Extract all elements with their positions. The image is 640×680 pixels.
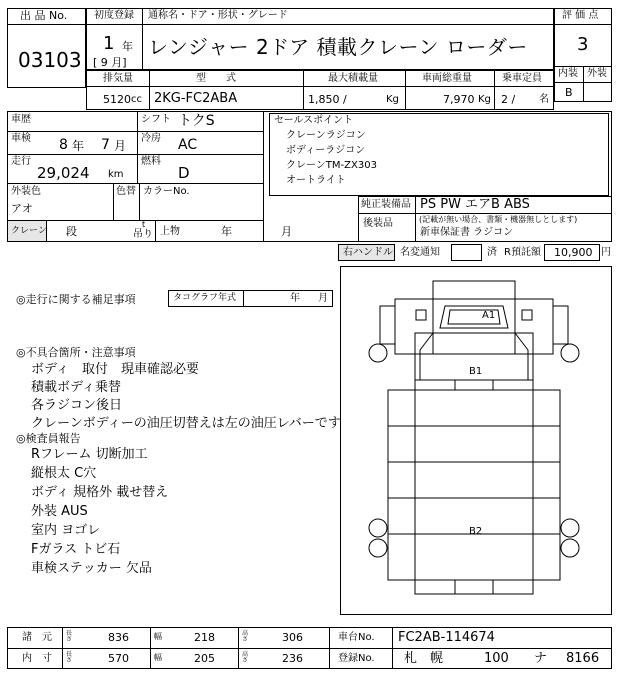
model-code-label: 型 式 <box>196 73 236 84</box>
cab-left-panel <box>395 299 433 354</box>
top-label: 上物 <box>160 226 180 237</box>
model-name: レンジャー 2ドア 積載クレーン ローダー <box>148 35 528 59</box>
score-value: 3 <box>577 34 589 55</box>
color-no-label: カラーNo. <box>143 186 190 197</box>
defect-item: クレーンボディーの油圧切替えは左の油圧レバーです <box>31 416 341 431</box>
inspector-title: ◎検査員報告 <box>16 432 81 445</box>
inner-length-label: 長さ <box>66 651 73 665</box>
displacement-unit: cc <box>131 94 142 105</box>
outer-length: 836 <box>108 631 129 644</box>
defect-item: 積載ボディ乗替 <box>31 380 121 395</box>
sales-point-item: ボディーラジコン <box>286 145 366 156</box>
defect-item: 各ラジコン後日 <box>31 398 123 413</box>
outer-length-label: 長さ <box>66 630 73 644</box>
inner-length: 570 <box>108 652 129 665</box>
rear-left-wheel <box>369 519 387 537</box>
supplement-title: ◎走行に関する補足事項 <box>16 293 136 306</box>
first-reg-year: 1 <box>103 33 115 54</box>
chassis-number: FC2AB-114674 <box>398 630 495 645</box>
gross-weight-unit: Kg <box>478 94 491 105</box>
rear-right-wheel <box>561 519 579 537</box>
standard-equipment: PS PW エアB ABS <box>420 197 530 212</box>
inspector-item: ボディ 規格外 載せ替え <box>31 485 169 500</box>
inner-height-label: 高さ <box>242 651 249 665</box>
deck-gate-rear <box>415 580 533 594</box>
ac-label: 冷房 <box>141 133 161 144</box>
shaken-year-unit: 年 <box>72 139 85 153</box>
truck-diagram <box>340 266 612 615</box>
inner-height: 236 <box>282 652 303 665</box>
capacity-value: 2 / <box>501 93 516 106</box>
first-reg-label: 初度登録 <box>94 10 134 21</box>
defect-item: ボディ 取付 現車確認必要 <box>31 362 199 377</box>
history-label: 車歴 <box>11 114 31 125</box>
diagram-label-a1: A1 <box>482 310 496 321</box>
max-load-unit: Kg <box>386 94 399 105</box>
mileage-label: 走行 <box>11 156 31 167</box>
standard-equipment-label: 純正装備品 <box>361 199 411 210</box>
sales-point-title: セールスポイント <box>274 115 354 126</box>
inspector-item: 車検ステッカー 欠品 <box>31 561 152 576</box>
aftermarket-note: (記載が無い場合、書類・機器無しとします) <box>419 215 578 224</box>
outer-height: 306 <box>282 631 303 644</box>
lot-label: 出 品 No. <box>20 9 68 22</box>
recycle-fee-value: 10,900 <box>554 246 593 259</box>
inspector-item: 外装 AUS <box>31 504 88 519</box>
top-year-unit: 年 <box>221 225 232 238</box>
interior-grade: B <box>565 86 573 99</box>
ac-value: AC <box>178 137 198 153</box>
tacho-label: タコグラフ年式 <box>173 293 237 303</box>
first-reg-year-unit: 年 <box>122 40 133 53</box>
deck-right-gate <box>533 390 560 580</box>
max-load-value: 1,850 / <box>308 93 347 106</box>
tacho-month-unit: 月 <box>318 293 328 304</box>
warranty-value: 新車保証書 ラジコン <box>420 227 514 238</box>
crane-ton-unit: t <box>142 220 146 229</box>
shaken-month-unit: 月 <box>114 139 127 153</box>
diagram-label-b2: B2 <box>469 526 483 537</box>
interior-label: 内装 <box>558 68 578 79</box>
gross-weight-value: 7,970 <box>443 93 475 106</box>
inner-dim-label: 内 寸 <box>22 653 52 664</box>
shaken-year: 8 <box>59 137 68 153</box>
cab-roof <box>433 281 515 299</box>
deck-floor <box>415 390 533 580</box>
ext-color-label: 外装色 <box>11 186 41 197</box>
crane-stage-unit: 段 <box>66 225 77 238</box>
reg-kana: ナ <box>534 651 548 666</box>
cab-right-panel <box>515 299 553 354</box>
displacement-label: 排気量 <box>103 73 133 84</box>
capacity-unit: 名 <box>539 94 549 105</box>
rhd-label: 右ハンドル <box>343 247 393 258</box>
exterior-label: 外装 <box>587 68 607 79</box>
inspector-item: 縦根太 C穴 <box>31 466 97 481</box>
front-left-wheel <box>369 344 387 362</box>
deck-gate-front <box>415 380 533 390</box>
recycle-fee-label: R預託額 <box>504 247 541 258</box>
crane-lift-unit: 吊り <box>133 229 153 240</box>
reg-city: 札 幌 <box>404 651 444 666</box>
capacity-label: 乗車定員 <box>502 73 542 84</box>
inner-width-label: 幅 <box>154 653 162 662</box>
score-label: 評 価 点 <box>562 10 599 21</box>
reg-class: 100 <box>484 651 509 666</box>
crane-label: クレーン <box>11 226 47 236</box>
deck-left-gate <box>388 390 415 580</box>
front-right-wheel <box>561 344 579 362</box>
tacho-year-unit: 年 <box>290 293 300 304</box>
displacement-value: 5120 <box>103 93 131 106</box>
inner-width: 205 <box>194 652 215 665</box>
inspector-item: Rフレーム 切断加工 <box>31 447 148 462</box>
mileage-unit: km <box>108 169 124 180</box>
defects-title: ◎不具合箇所・注意事項 <box>16 346 136 359</box>
ext-color-value: アオ <box>11 202 33 215</box>
fuel-value: D <box>178 164 190 182</box>
shift-label: シフト <box>141 114 171 125</box>
name-change-label: 名変通知 <box>400 247 440 258</box>
chassis-label: 車台No. <box>338 632 375 643</box>
reg-label: 登録No. <box>338 653 375 664</box>
outer-width-label: 幅 <box>154 632 162 641</box>
outer-dim-label: 諸 元 <box>22 632 52 643</box>
aftermarket-label: 後装品 <box>363 218 393 229</box>
model-code: 2KG-FC2ABA <box>154 91 238 106</box>
shaken-month: 7 <box>101 137 110 153</box>
recycle-fee-unit: 円 <box>601 247 611 258</box>
reg-number: 8166 <box>566 651 600 666</box>
outer-height-label: 高さ <box>242 630 249 644</box>
recycle-status: 済 <box>487 247 497 258</box>
sales-point-item: クレーンTM-ZX303 <box>286 160 377 171</box>
color-change-label: 色替 <box>116 186 136 197</box>
shift-value: トクS <box>178 113 215 129</box>
max-load-label: 最大積載量 <box>328 73 378 84</box>
name-change-box <box>451 244 482 261</box>
diagram-label-b1: B1 <box>469 366 483 377</box>
shaken-label: 車検 <box>11 133 31 144</box>
inspector-item: 室内 ヨゴレ <box>31 523 101 538</box>
outer-width: 218 <box>194 631 215 644</box>
sales-point-item: クレーンラジコン <box>286 130 366 141</box>
sales-point-item: オートライト <box>286 175 346 186</box>
top-month-unit: 月 <box>281 225 292 238</box>
first-reg-month: [ 9 月] <box>93 56 127 69</box>
model-header: 通称名・ドア・形状・グレード <box>148 10 288 21</box>
gross-weight-label: 車両総重量 <box>422 73 472 84</box>
lot-number: 03103 <box>18 48 82 72</box>
inspector-item: Fガラス トビ石 <box>31 542 121 557</box>
fuel-label: 燃料 <box>141 156 161 167</box>
mileage-value: 29,024 <box>37 164 90 182</box>
